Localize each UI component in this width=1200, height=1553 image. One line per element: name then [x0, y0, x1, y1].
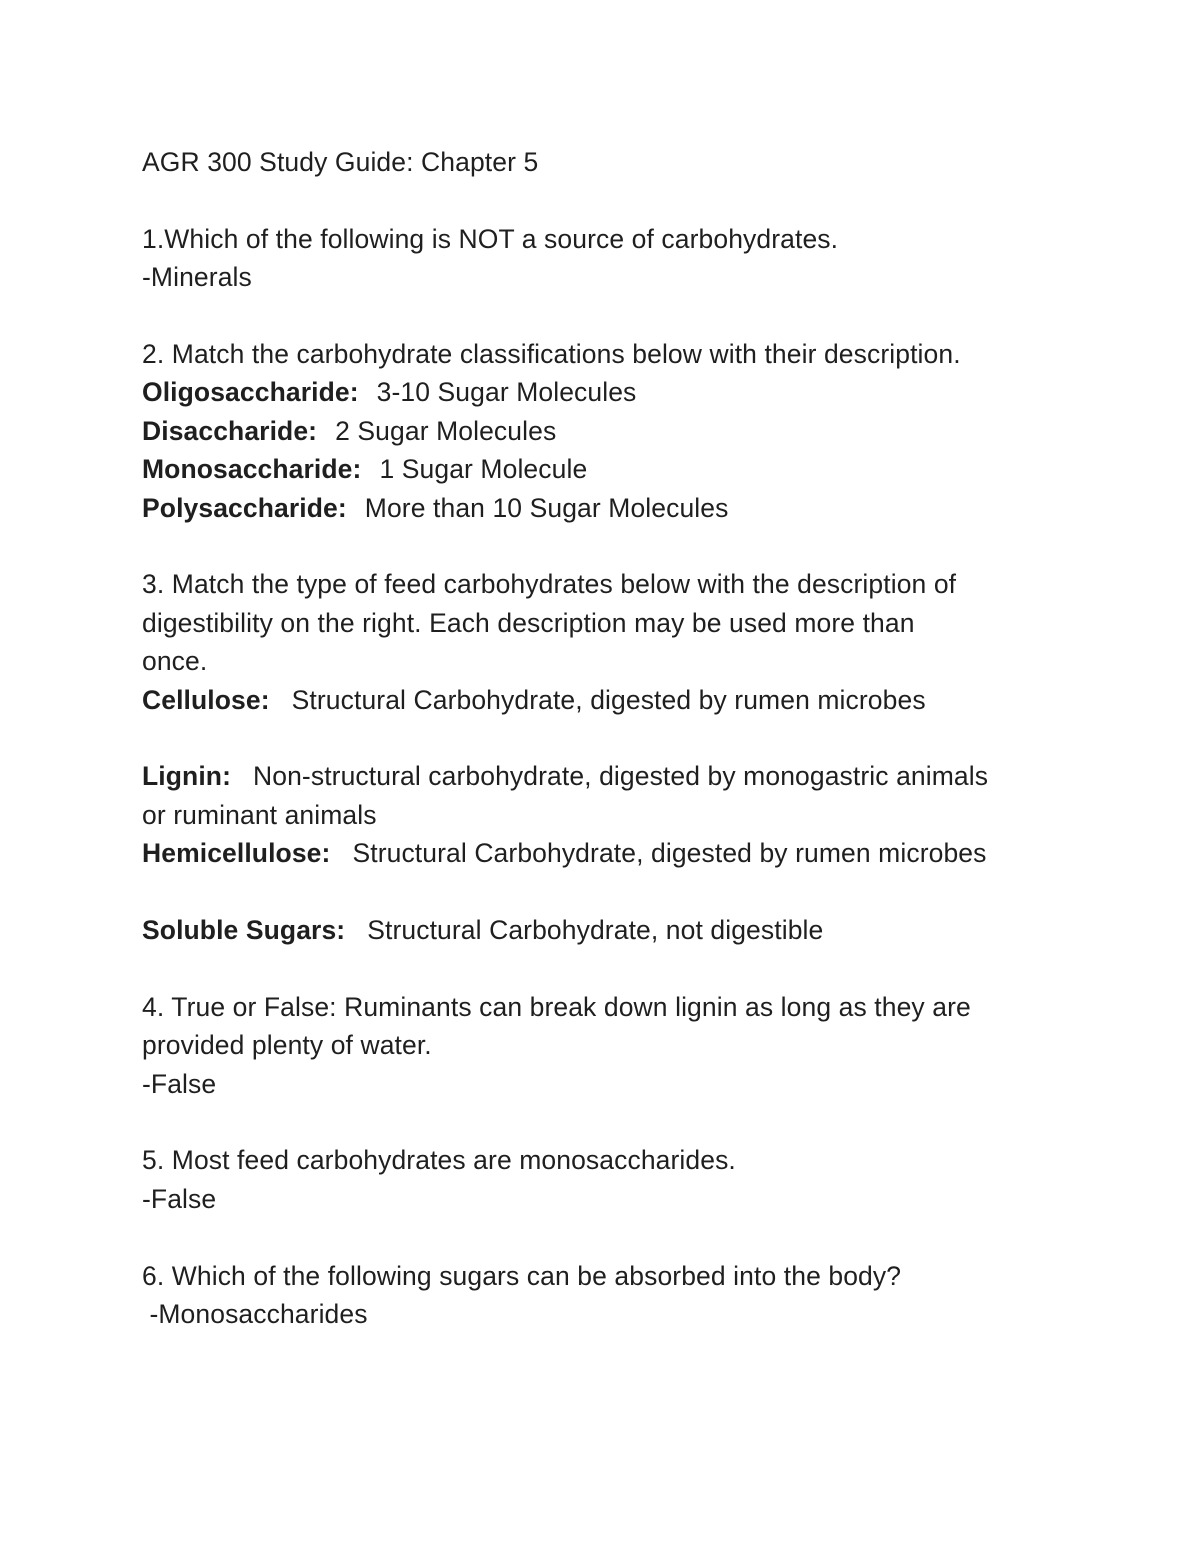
spacer: [142, 181, 1082, 219]
q2-term: Monosaccharide:: [142, 454, 362, 485]
q3-question-line: digestibility on the right. Each description may be used more than: [142, 607, 915, 638]
q2-desc: 3-10 Sugar Molecules: [376, 377, 637, 408]
q3-desc: Non-structural carbohydrate, digested by monogastric animals: [253, 761, 989, 792]
q1-answer: -Minerals: [142, 262, 252, 293]
q6-question: 6. Which of the following sugars can be absorbed into the body?: [142, 1260, 902, 1291]
q3-term: Soluble Sugars:: [142, 915, 346, 946]
q3-term: Cellulose:: [142, 684, 270, 715]
q2-desc: More than 10 Sugar Molecules: [364, 492, 729, 523]
q1-question: 1.Which of the following is NOT a source of carbohydrates.: [142, 223, 839, 254]
spacer: [142, 949, 1082, 987]
spacer: [142, 873, 1082, 911]
q6-answer: -Monosaccharides: [142, 1299, 368, 1330]
document-content: [142, 143, 1082, 1333]
q2-question: 2. Match the carbohydrate classifications below with their description.: [142, 339, 961, 369]
q2-term: Disaccharide:: [142, 415, 318, 446]
q2-term: Polysaccharide:: [142, 492, 347, 523]
q2-desc: 1 Sugar Molecule: [379, 454, 588, 485]
q3-desc: Structural Carbohydrate, not digestible: [367, 915, 824, 946]
spacer: [142, 719, 1082, 757]
spacer: [142, 1103, 1082, 1141]
q2-term: Oligosaccharide:: [142, 377, 359, 408]
q4-question-line: provided plenty of water.: [142, 1030, 432, 1061]
q2-item: [142, 489, 1082, 527]
q3-question-line: once.: [142, 646, 208, 677]
q3-item-continuation: or ruminant animals: [142, 799, 377, 830]
document-title: AGR 300 Study Guide: Chapter 5: [142, 147, 539, 177]
spacer: [142, 527, 1082, 565]
q3-term: Hemicellulose:: [142, 838, 331, 869]
q2-item: [142, 450, 1082, 488]
q3-item: [142, 834, 1082, 872]
q3-item: [142, 757, 1082, 795]
q3-item: [142, 681, 1082, 719]
q5-answer: -False: [142, 1183, 217, 1214]
q4-answer: -False: [142, 1068, 217, 1099]
spacer: [142, 297, 1082, 335]
q2-desc: 2 Sugar Molecules: [335, 415, 557, 446]
q2-item: [142, 412, 1082, 450]
q2-item: [142, 373, 1082, 411]
q3-question-line: 3. Match the type of feed carbohydrates below with the description of: [142, 569, 957, 600]
q3-desc: Structural Carbohydrate, digested by rumen microbes: [291, 684, 926, 715]
spacer: [142, 1218, 1082, 1256]
q5-question: 5. Most feed carbohydrates are monosaccharides.: [142, 1145, 736, 1176]
q3-item: [142, 911, 1082, 949]
q3-desc: Structural Carbohydrate, digested by rumen microbes: [352, 838, 987, 869]
q4-question-line: 4. True or False: Ruminants can break down lignin as long as they are: [142, 991, 971, 1022]
q3-term: Lignin:: [142, 761, 231, 792]
